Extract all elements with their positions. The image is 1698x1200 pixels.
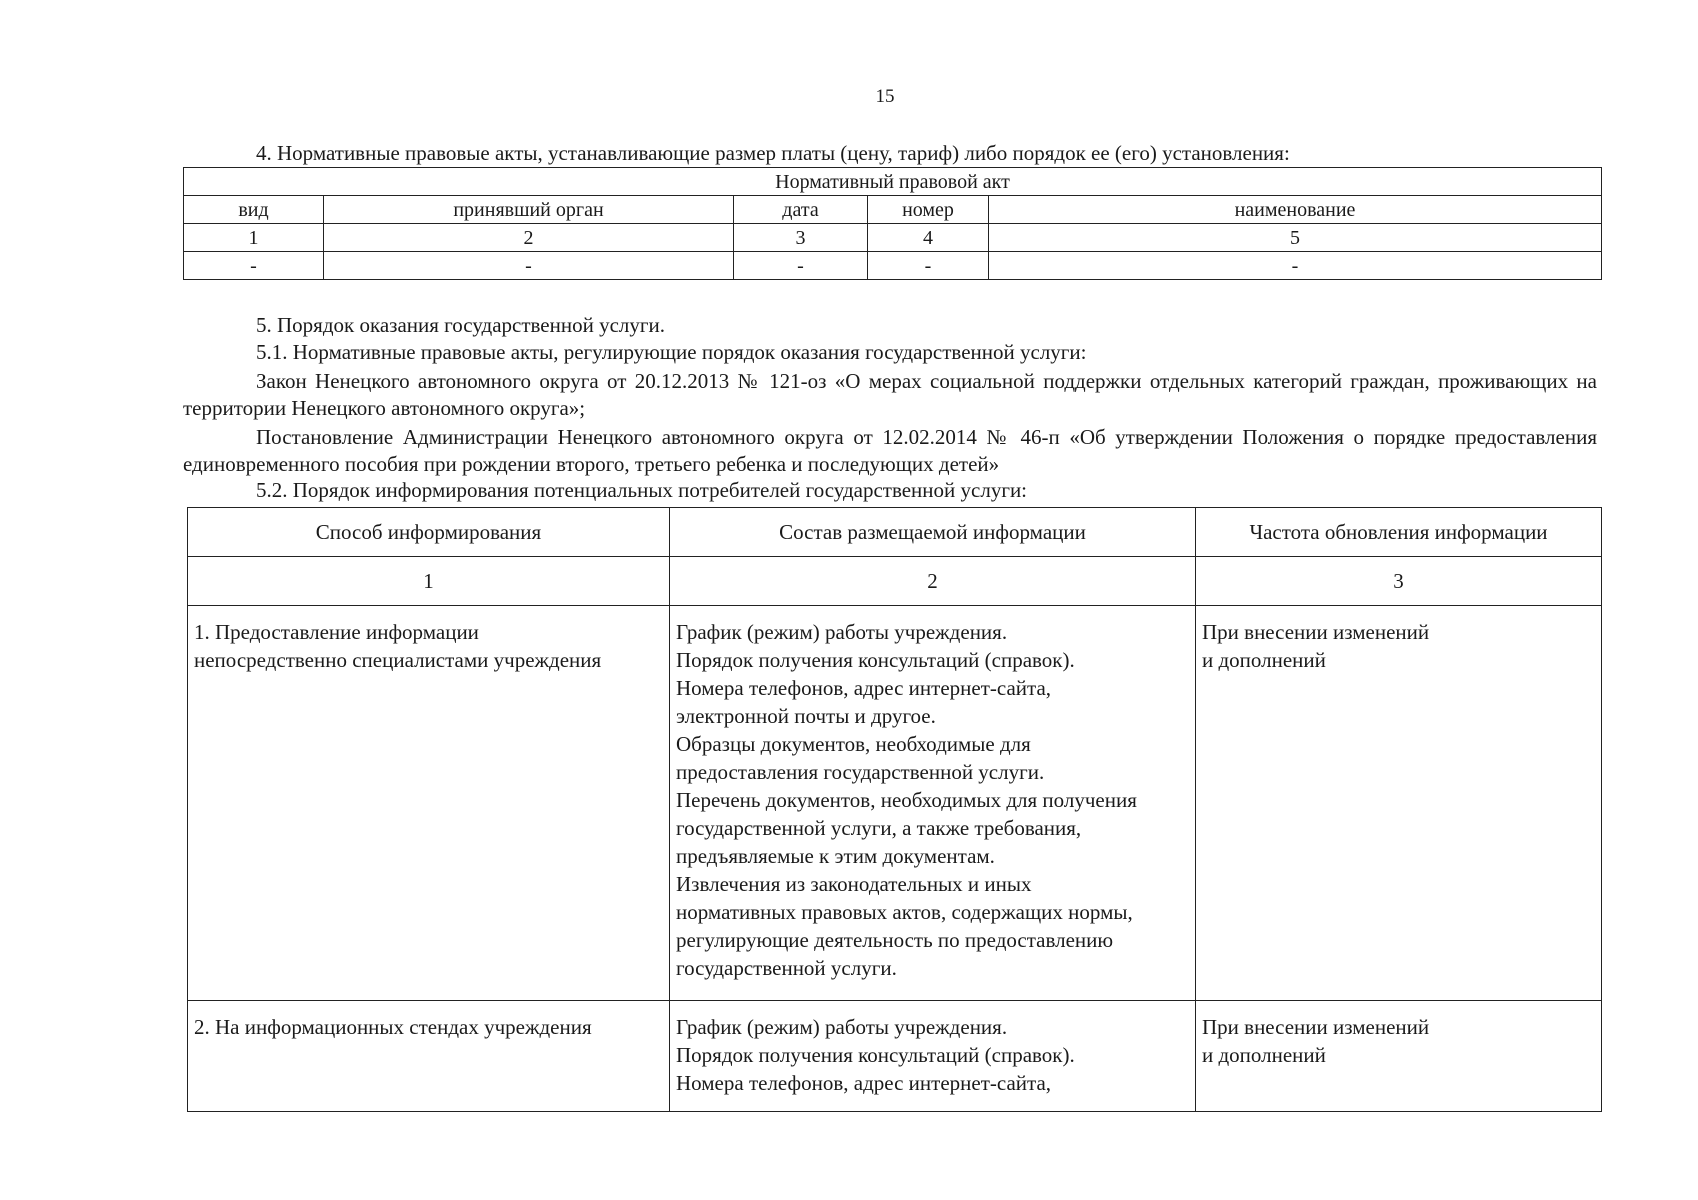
text-line: Извлечения из законодательных и иных: [676, 872, 1032, 896]
text-line: государственной услуги.: [676, 956, 897, 980]
table-cell: -: [734, 252, 868, 280]
column-number: 1: [188, 557, 670, 606]
text-line: и дополнений: [1202, 648, 1326, 672]
text-line: 1. Предоставление информации: [194, 620, 479, 644]
column-header: Состав размещаемой информации: [670, 508, 1196, 557]
text-line: Перечень документов, необходимых для получения: [676, 788, 1137, 812]
column-number: 2: [324, 224, 734, 252]
method-cell: [188, 1001, 670, 1112]
section5-1-heading: 5.1. Нормативные правовые акты, регулирующие порядок оказания государственной услуги:: [256, 340, 1087, 364]
text-line: При внесении изменений: [1202, 1015, 1430, 1039]
text-line: регулирующие деятельность по предоставлению: [676, 928, 1114, 952]
text-line: электронной почты и другое.: [676, 704, 936, 728]
law-paragraph-1: Закон Ненецкого автономного округа от 20.12.2013 № 121-оз «О мерах социальной поддержки отдельных категорий граждан, проживающих на территории Ненецкого автономного округа»;: [183, 369, 1597, 420]
information-methods-table: [187, 507, 1602, 1112]
column-number: 1: [184, 224, 324, 252]
text-line: предоставления государственной услуги.: [676, 760, 1045, 784]
column-number: 4: [868, 224, 989, 252]
text-line: Порядок получения консультаций (справок).: [676, 1043, 1075, 1067]
table-cell: -: [184, 252, 324, 280]
method-cell: [188, 606, 670, 1001]
frequency-cell: [1196, 606, 1602, 1001]
text-line: нормативных правовых актов, содержащих нормы,: [676, 900, 1133, 924]
column-header: наименование: [989, 196, 1602, 224]
column-number: 3: [734, 224, 868, 252]
column-number: 3: [1196, 557, 1602, 606]
text-line: График (режим) работы учреждения.: [676, 1015, 1008, 1039]
table-row: [188, 1001, 1602, 1112]
section5-2-heading: 5.2. Порядок информирования потенциальных потребителей государственной услуги:: [256, 478, 1028, 502]
text-line: непосредственно специалистами учреждения: [194, 648, 602, 672]
text-line: Образцы документов, необходимые для: [676, 732, 1031, 756]
table-row: [188, 606, 1602, 1001]
text-line: государственной услуги, а также требования,: [676, 816, 1082, 840]
column-header: принявший орган: [324, 196, 734, 224]
fees-legal-acts-table: [183, 167, 1602, 280]
column-header: дата: [734, 196, 868, 224]
section5-heading: 5. Порядок оказания государственной услуги.: [256, 313, 665, 337]
text-line: График (режим) работы учреждения.: [676, 620, 1008, 644]
law-paragraph-2: Постановление Администрации Ненецкого автономного округа от 12.02.2014 № 46-п «Об утверждении Положения о порядке предоставления единовременного пособия при рождении второго, третьего ребенка и последующих детей»: [183, 425, 1597, 476]
table-cell: -: [868, 252, 989, 280]
column-header: номер: [868, 196, 989, 224]
column-header: вид: [184, 196, 324, 224]
content-cell: [670, 1001, 1196, 1112]
table-cell: -: [324, 252, 734, 280]
text-line: и дополнений: [1202, 1043, 1326, 1067]
content-cell: [670, 606, 1196, 1001]
text-line: Номера телефонов, адрес интернет-сайта,: [676, 676, 1052, 700]
text-line: предъявляемые к этим документам.: [676, 844, 995, 868]
text-line: При внесении изменений: [1202, 620, 1430, 644]
text-line: Порядок получения консультаций (справок).: [676, 648, 1075, 672]
column-header: Частота обновления информации: [1196, 508, 1602, 557]
page-number: 15: [875, 86, 895, 107]
column-number: 5: [989, 224, 1602, 252]
table-title: Нормативный правовой акт: [184, 168, 1602, 196]
column-number: 2: [670, 557, 1196, 606]
section4-heading: 4. Нормативные правовые акты, устанавливающие размер платы (цену, тариф) либо порядок ее (его) установления:: [256, 141, 1290, 165]
text-line: Номера телефонов, адрес интернет-сайта,: [676, 1071, 1052, 1095]
frequency-cell: [1196, 1001, 1602, 1112]
column-header: Способ информирования: [188, 508, 670, 557]
table-cell: -: [989, 252, 1602, 280]
text-line: 2. На информационных стендах учреждения: [194, 1015, 592, 1039]
table-row: [184, 252, 1602, 280]
